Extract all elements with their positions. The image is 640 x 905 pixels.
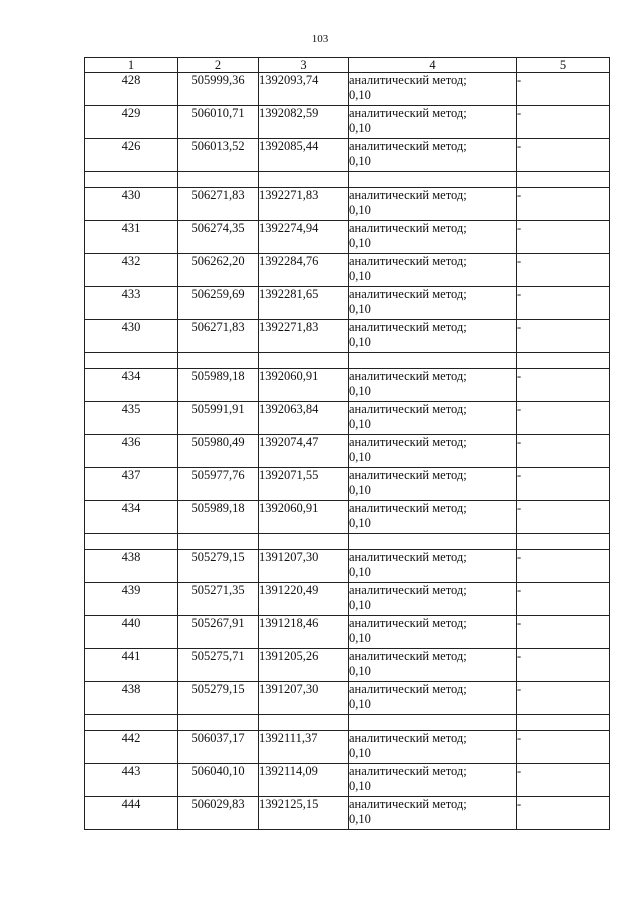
table-row (85, 764, 610, 797)
point-number-cell: 428 (85, 73, 178, 106)
y-coordinate-cell: 1392271,83 (259, 188, 349, 221)
x-coordinate-cell: 505267,91 (178, 616, 259, 649)
column-header: 5 (517, 58, 610, 73)
method-cell (349, 682, 517, 715)
empty-cell (85, 353, 178, 369)
empty-cell (178, 172, 259, 188)
point-number-cell: 433 (85, 287, 178, 320)
accuracy-text: 0,10 (349, 697, 371, 711)
table-row (85, 649, 610, 682)
x-coordinate-cell: 506013,52 (178, 139, 259, 172)
y-coordinate-cell: 1391205,26 (259, 649, 349, 682)
method-text: аналитический метод; (349, 435, 467, 449)
method-cell (349, 106, 517, 139)
method-cell (349, 550, 517, 583)
y-coordinate-cell: 1392281,65 (259, 287, 349, 320)
point-number-cell: 442 (85, 731, 178, 764)
method-cell (349, 369, 517, 402)
method-cell (349, 188, 517, 221)
y-coordinate-cell: 1392074,47 (259, 435, 349, 468)
point-number-cell: 429 (85, 106, 178, 139)
table-row (85, 435, 610, 468)
accuracy-text: 0,10 (349, 450, 371, 464)
accuracy-text: 0,10 (349, 746, 371, 760)
accuracy-text: 0,10 (349, 203, 371, 217)
method-text: аналитический метод; (349, 188, 467, 202)
y-coordinate-cell: 1392125,15 (259, 797, 349, 830)
point-number-cell: 430 (85, 320, 178, 353)
column-5-cell: - (517, 616, 610, 649)
method-text: аналитический метод; (349, 287, 467, 301)
column-5-cell: - (517, 550, 610, 583)
empty-cell (259, 534, 349, 550)
point-number-cell: 441 (85, 649, 178, 682)
x-coordinate-cell: 505279,15 (178, 550, 259, 583)
accuracy-text: 0,10 (349, 121, 371, 135)
empty-cell (517, 172, 610, 188)
table-row (85, 106, 610, 139)
page-number: 103 (311, 33, 329, 45)
x-coordinate-cell: 506262,20 (178, 254, 259, 287)
empty-cell (259, 353, 349, 369)
y-coordinate-cell: 1392111,37 (259, 731, 349, 764)
accuracy-text: 0,10 (349, 779, 371, 793)
x-coordinate-cell: 505275,71 (178, 649, 259, 682)
y-coordinate-cell: 1392071,55 (259, 468, 349, 501)
method-cell (349, 402, 517, 435)
point-number-cell: 436 (85, 435, 178, 468)
method-text: аналитический метод; (349, 550, 467, 564)
table-row (85, 139, 610, 172)
method-cell (349, 221, 517, 254)
column-header: 2 (178, 58, 259, 73)
table-body (85, 73, 610, 830)
column-5-cell: - (517, 254, 610, 287)
coordinates-table (84, 57, 610, 830)
table-row (85, 73, 610, 106)
column-5-cell: - (517, 435, 610, 468)
accuracy-text: 0,10 (349, 269, 371, 283)
table-row (85, 501, 610, 534)
accuracy-text: 0,10 (349, 335, 371, 349)
method-cell (349, 797, 517, 830)
y-coordinate-cell: 1391218,46 (259, 616, 349, 649)
y-coordinate-cell: 1392114,09 (259, 764, 349, 797)
method-text: аналитический метод; (349, 320, 467, 334)
method-cell (349, 320, 517, 353)
table-row (85, 616, 610, 649)
method-cell (349, 73, 517, 106)
column-5-cell: - (517, 501, 610, 534)
method-cell (349, 731, 517, 764)
table-row (85, 731, 610, 764)
table-row (85, 221, 610, 254)
method-text: аналитический метод; (349, 402, 467, 416)
empty-cell (259, 172, 349, 188)
table-row (85, 468, 610, 501)
empty-cell (85, 715, 178, 731)
point-number-cell: 434 (85, 369, 178, 402)
point-number-cell: 437 (85, 468, 178, 501)
accuracy-text: 0,10 (349, 483, 371, 497)
x-coordinate-cell: 505977,76 (178, 468, 259, 501)
column-5-cell: - (517, 369, 610, 402)
y-coordinate-cell: 1391207,30 (259, 682, 349, 715)
y-coordinate-cell: 1392271,83 (259, 320, 349, 353)
method-text: аналитический метод; (349, 682, 467, 696)
x-coordinate-cell: 506029,83 (178, 797, 259, 830)
empty-cell (178, 534, 259, 550)
point-number-cell: 432 (85, 254, 178, 287)
method-cell (349, 501, 517, 534)
method-cell (349, 649, 517, 682)
y-coordinate-cell: 1392082,59 (259, 106, 349, 139)
separator-row (85, 534, 610, 550)
y-coordinate-cell: 1392274,94 (259, 221, 349, 254)
empty-cell (349, 172, 517, 188)
x-coordinate-cell: 506259,69 (178, 287, 259, 320)
separator-row (85, 172, 610, 188)
column-5-cell: - (517, 583, 610, 616)
accuracy-text: 0,10 (349, 664, 371, 678)
column-5-cell: - (517, 468, 610, 501)
point-number-cell: 438 (85, 550, 178, 583)
table-row (85, 287, 610, 320)
separator-row (85, 353, 610, 369)
y-coordinate-cell: 1392063,84 (259, 402, 349, 435)
empty-cell (259, 715, 349, 731)
method-cell (349, 468, 517, 501)
accuracy-text: 0,10 (349, 236, 371, 250)
method-cell (349, 616, 517, 649)
x-coordinate-cell: 506010,71 (178, 106, 259, 139)
empty-cell (85, 534, 178, 550)
method-cell (349, 287, 517, 320)
column-5-cell: - (517, 188, 610, 221)
column-5-cell: - (517, 221, 610, 254)
column-5-cell: - (517, 731, 610, 764)
method-text: аналитический метод; (349, 254, 467, 268)
point-number-cell: 443 (85, 764, 178, 797)
x-coordinate-cell: 506271,83 (178, 320, 259, 353)
accuracy-text: 0,10 (349, 631, 371, 645)
y-coordinate-cell: 1391207,30 (259, 550, 349, 583)
table-row (85, 797, 610, 830)
accuracy-text: 0,10 (349, 154, 371, 168)
point-number-cell: 430 (85, 188, 178, 221)
accuracy-text: 0,10 (349, 384, 371, 398)
method-text: аналитический метод; (349, 501, 467, 515)
column-header: 3 (259, 58, 349, 73)
method-text: аналитический метод; (349, 731, 467, 745)
table-row (85, 550, 610, 583)
table-row (85, 682, 610, 715)
accuracy-text: 0,10 (349, 302, 371, 316)
method-cell (349, 139, 517, 172)
x-coordinate-cell: 505999,36 (178, 73, 259, 106)
table-header-row (85, 58, 610, 73)
point-number-cell: 440 (85, 616, 178, 649)
empty-cell (517, 534, 610, 550)
x-coordinate-cell: 505991,91 (178, 402, 259, 435)
method-text: аналитический метод; (349, 73, 467, 87)
separator-row (85, 715, 610, 731)
column-5-cell: - (517, 287, 610, 320)
method-cell (349, 583, 517, 616)
method-cell (349, 435, 517, 468)
x-coordinate-cell: 505271,35 (178, 583, 259, 616)
table-row (85, 369, 610, 402)
x-coordinate-cell: 505989,18 (178, 501, 259, 534)
y-coordinate-cell: 1392085,44 (259, 139, 349, 172)
x-coordinate-cell: 506040,10 (178, 764, 259, 797)
accuracy-text: 0,10 (349, 417, 371, 431)
x-coordinate-cell: 506037,17 (178, 731, 259, 764)
y-coordinate-cell: 1392060,91 (259, 501, 349, 534)
method-text: аналитический метод; (349, 797, 467, 811)
x-coordinate-cell: 505989,18 (178, 369, 259, 402)
column-5-cell: - (517, 73, 610, 106)
accuracy-text: 0,10 (349, 565, 371, 579)
empty-cell (349, 715, 517, 731)
table-row (85, 583, 610, 616)
method-text: аналитический метод; (349, 106, 467, 120)
x-coordinate-cell: 505980,49 (178, 435, 259, 468)
point-number-cell: 438 (85, 682, 178, 715)
column-5-cell: - (517, 797, 610, 830)
column-header: 1 (85, 58, 178, 73)
table-row (85, 254, 610, 287)
table-row (85, 188, 610, 221)
method-text: аналитический метод; (349, 764, 467, 778)
column-5-cell: - (517, 320, 610, 353)
y-coordinate-cell: 1392060,91 (259, 369, 349, 402)
column-5-cell: - (517, 139, 610, 172)
y-coordinate-cell: 1392284,76 (259, 254, 349, 287)
empty-cell (85, 172, 178, 188)
y-coordinate-cell: 1392093,74 (259, 73, 349, 106)
x-coordinate-cell: 506274,35 (178, 221, 259, 254)
method-text: аналитический метод; (349, 583, 467, 597)
point-number-cell: 439 (85, 583, 178, 616)
table-row (85, 402, 610, 435)
point-number-cell: 426 (85, 139, 178, 172)
column-5-cell: - (517, 106, 610, 139)
method-cell (349, 764, 517, 797)
x-coordinate-cell: 505279,15 (178, 682, 259, 715)
method-text: аналитический метод; (349, 369, 467, 383)
column-5-cell: - (517, 402, 610, 435)
y-coordinate-cell: 1391220,49 (259, 583, 349, 616)
empty-cell (178, 353, 259, 369)
accuracy-text: 0,10 (349, 516, 371, 530)
empty-cell (517, 353, 610, 369)
table-row (85, 320, 610, 353)
accuracy-text: 0,10 (349, 598, 371, 612)
column-5-cell: - (517, 764, 610, 797)
empty-cell (178, 715, 259, 731)
method-text: аналитический метод; (349, 221, 467, 235)
column-header: 4 (349, 58, 517, 73)
point-number-cell: 444 (85, 797, 178, 830)
accuracy-text: 0,10 (349, 88, 371, 102)
empty-cell (517, 715, 610, 731)
method-text: аналитический метод; (349, 616, 467, 630)
method-cell (349, 254, 517, 287)
method-text: аналитический метод; (349, 649, 467, 663)
x-coordinate-cell: 506271,83 (178, 188, 259, 221)
empty-cell (349, 353, 517, 369)
empty-cell (349, 534, 517, 550)
column-5-cell: - (517, 682, 610, 715)
point-number-cell: 431 (85, 221, 178, 254)
point-number-cell: 434 (85, 501, 178, 534)
method-text: аналитический метод; (349, 468, 467, 482)
accuracy-text: 0,10 (349, 812, 371, 826)
column-5-cell: - (517, 649, 610, 682)
point-number-cell: 435 (85, 402, 178, 435)
method-text: аналитический метод; (349, 139, 467, 153)
